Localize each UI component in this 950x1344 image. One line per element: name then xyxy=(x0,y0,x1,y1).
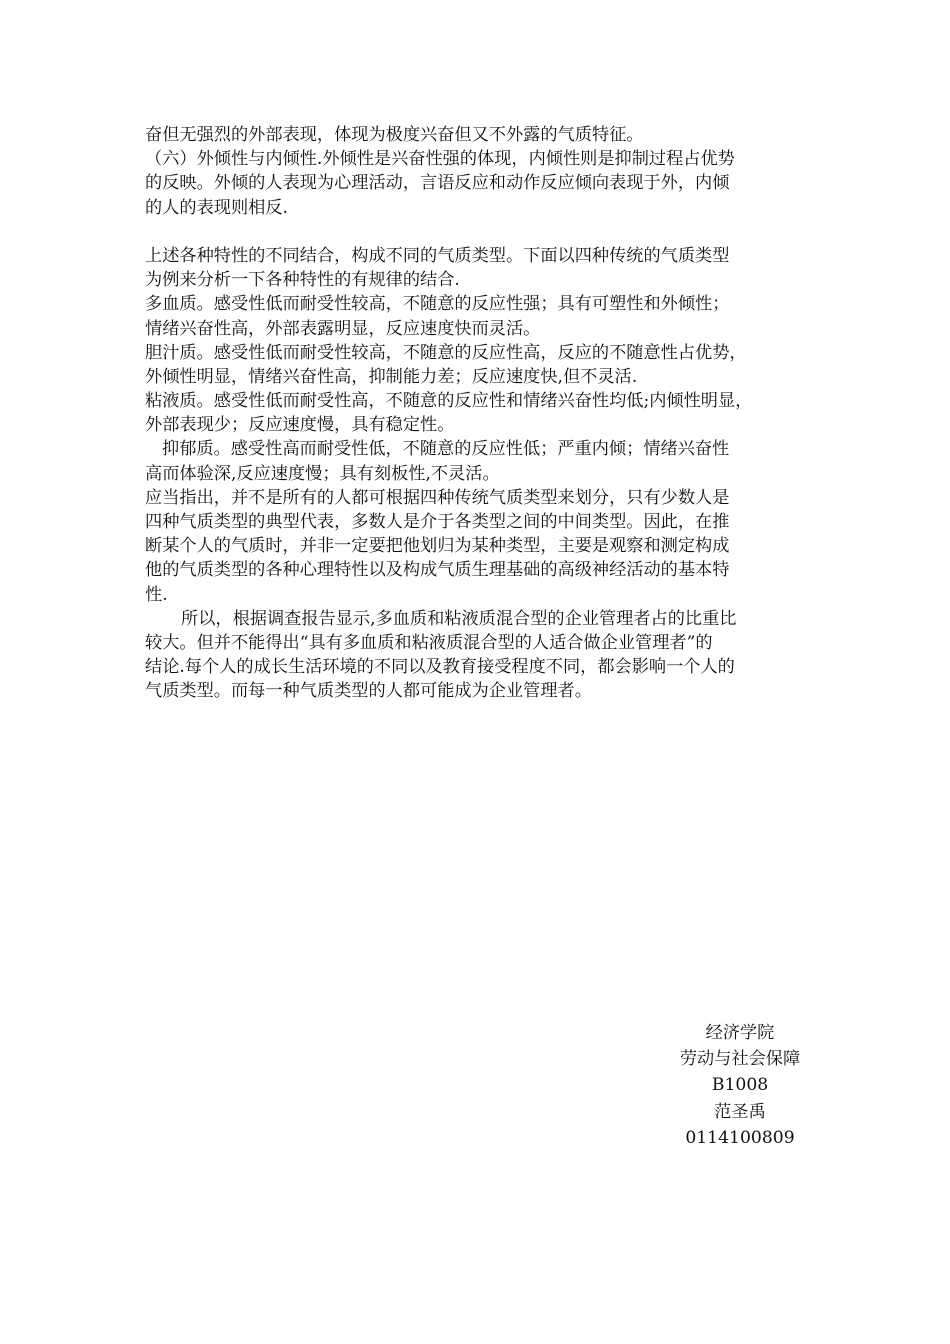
text-line: 的人的表现则相反. xyxy=(145,197,288,218)
text-line: 外部表现少；反应速度慢，具有稳定性。 xyxy=(145,415,455,436)
text-line: 为例来分析一下各种特性的有规律的结合. xyxy=(145,270,460,291)
text-line: 他的气质类型的各种心理特性以及构成气质生理基础的高级神经活动的基本特 xyxy=(145,560,730,581)
paragraph-spacer xyxy=(145,220,810,244)
text-line: 的反映。外倾的人表现为心理活动，言语反应和动作反应倾向表现于外，内倾 xyxy=(145,173,730,194)
text-line: 气质类型。而每一种气质类型的人都可能成为企业管理者。 xyxy=(145,681,592,702)
college-name: 经济学院 xyxy=(705,1023,775,1043)
class-code: B1008 xyxy=(711,1075,769,1096)
text-line: 断某个人的气质时，并非一定要把他划归为某种类型，主要是观察和测定构成 xyxy=(145,536,730,557)
text-line: 高而体验深,反应速度慢；具有刻板性,不灵活。 xyxy=(145,463,500,484)
text-line: 所以，根据调查报告显示,多血质和粘液质混合型的企业管理者占的比重比 xyxy=(181,608,737,629)
text-line: 四种气质类型的典型代表，多数人是介于各类型之间的中间类型。因此，在推 xyxy=(145,512,730,532)
text-line: 抑郁质。感受性高而耐受性低，不随意的反应性低；严重内倾；情绪兴奋性 xyxy=(162,439,730,460)
text-line: 情绪兴奋性高，外部表露明显，反应速度快而灵活。 xyxy=(145,318,541,339)
author-name: 范圣禹 xyxy=(714,1101,766,1122)
text-line: 粘液质。感受性低而耐受性高，不随意的反应性和情绪兴奋性均低;内倾性明显， xyxy=(145,391,753,412)
text-line: 性. xyxy=(145,584,168,605)
text-line: 应当指出，并不是所有的人都可根据四种传统气质类型来划分，只有少数人是 xyxy=(145,487,730,508)
document-body xyxy=(145,123,810,704)
text-line: 胆汁质。感受性低而耐受性较高，不随意的反应性高，反应的不随意性占优势， xyxy=(145,342,747,363)
text-line: 结论.每个人的成长生活环境的不同以及教育接受程度不同，都会影响一个人的 xyxy=(145,657,735,678)
text-line: （六）外倾性与内倾性.外倾性是兴奋性强的体现，内倾性则是抑制过程占优势 xyxy=(145,149,735,170)
major-name: 劳动与社会保障 xyxy=(679,1049,801,1070)
text-line: 较大。但并不能得出“具有多血质和粘液质混合型的人适合做企业管理者”的 xyxy=(145,632,713,653)
text-line: 外倾性明显，情绪兴奋性高，抑制能力差；反应速度快,但不灵活. xyxy=(145,366,638,387)
student-id: 0114100809 xyxy=(685,1127,795,1148)
signature-block xyxy=(650,1020,830,1151)
text-line: 奋但无强烈的外部表现，体现为极度兴奋但又不外露的气质特征。 xyxy=(145,125,644,145)
text-line: 多血质。感受性低而耐受性较高，不随意的反应性强；具有可塑性和外倾性； xyxy=(145,294,730,315)
text-line: 上述各种特性的不同结合，构成不同的气质类型。下面以四种传统的气质类型 xyxy=(145,245,730,266)
